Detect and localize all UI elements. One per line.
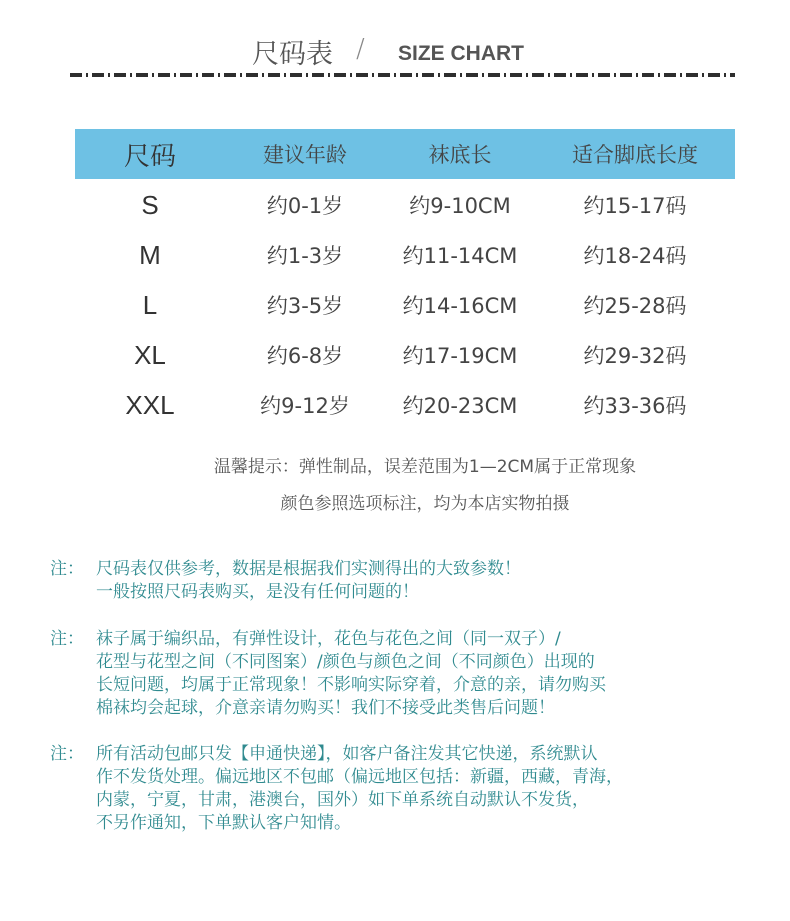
tip-color: 颜色参照选项标注，均为本店实物拍摄 bbox=[280, 494, 570, 514]
cell-age: 约6-8岁 bbox=[266, 344, 344, 368]
title-chinese: 尺码表 bbox=[252, 39, 333, 70]
cell-age: 约9-12岁 bbox=[260, 394, 350, 418]
size-table-header bbox=[75, 129, 735, 179]
cell-age: 约0-1岁 bbox=[266, 194, 344, 218]
note-size-reference bbox=[50, 558, 770, 604]
table-row bbox=[75, 285, 735, 325]
note-line: 棉袜均会起球，介意亲请勿购买！我们不接受此类售后问题！ bbox=[96, 698, 555, 718]
cell-size: M bbox=[139, 239, 161, 270]
cell-age: 约3-5岁 bbox=[266, 294, 344, 318]
table-row bbox=[75, 235, 735, 275]
cell-size: XL bbox=[134, 339, 166, 370]
header-size: 尺码 bbox=[123, 140, 176, 171]
cell-size: XXL bbox=[125, 389, 175, 420]
header-sock-length: 袜底长 bbox=[428, 143, 492, 167]
cell-sock-length: 约17-19CM bbox=[402, 344, 518, 368]
note-label: 注： bbox=[50, 629, 84, 649]
cell-sock-length: 约9-10CM bbox=[409, 194, 511, 218]
cell-age: 约1-3岁 bbox=[266, 244, 344, 268]
tip-elasticity: 温馨提示：弹性制品，误差范围为1—2CM属于正常现象 bbox=[213, 457, 637, 477]
cell-sock-length: 约20-23CM bbox=[402, 394, 518, 418]
page-header bbox=[0, 30, 790, 70]
note-knit-variance bbox=[50, 628, 770, 720]
note-line: 作不发货处理。偏远地区不包邮（偏远地区包括：新疆，西藏，青海， bbox=[96, 767, 623, 787]
table-row bbox=[75, 385, 735, 425]
cell-sock-length: 约14-16CM bbox=[402, 294, 518, 318]
header-foot-length: 适合脚底长度 bbox=[572, 143, 698, 167]
note-line: 尺码表仅供参考，数据是根据我们实测得出的大致参数！ bbox=[96, 559, 521, 579]
cell-foot-length: 约29-32码 bbox=[583, 344, 687, 368]
note-line: 所有活动包邮只发【申通快递】，如客户备注发其它快递，系统默认 bbox=[96, 744, 598, 764]
cell-foot-length: 约18-24码 bbox=[583, 244, 687, 268]
note-line: 长短问题，均属于正常现象！不影响实际穿着，介意的亲，请勿购买 bbox=[96, 675, 606, 695]
header-divider bbox=[70, 73, 735, 77]
note-label: 注： bbox=[50, 559, 84, 579]
table-row bbox=[75, 185, 735, 225]
cell-foot-length: 约15-17码 bbox=[583, 194, 687, 218]
header-age: 建议年龄 bbox=[263, 143, 347, 167]
note-line: 内蒙，宁夏，甘肃，港澳台，国外）如下单系统自动默认不发货， bbox=[96, 790, 589, 810]
title-separator: / bbox=[356, 34, 365, 64]
title-english: SIZE CHART bbox=[398, 42, 524, 65]
note-line: 一般按照尺码表购买，是没有任何问题的！ bbox=[96, 582, 419, 602]
note-line: 不另作通知，下单默认客户知情。 bbox=[96, 813, 351, 833]
note-line: 袜子属于编织品，有弹性设计，花色与花色之间（同一双子）/ bbox=[96, 629, 561, 649]
cell-size: S bbox=[141, 189, 159, 220]
cell-size: L bbox=[142, 289, 158, 320]
table-row bbox=[75, 335, 735, 375]
note-shipping bbox=[50, 743, 770, 835]
cell-foot-length: 约33-36码 bbox=[583, 394, 687, 418]
note-line: 花型与花型之间（不同图案）/颜色与颜色之间（不同颜色）出现的 bbox=[96, 652, 595, 672]
cell-foot-length: 约25-28码 bbox=[583, 294, 687, 318]
note-label: 注： bbox=[50, 744, 84, 764]
cell-sock-length: 约11-14CM bbox=[402, 244, 518, 268]
